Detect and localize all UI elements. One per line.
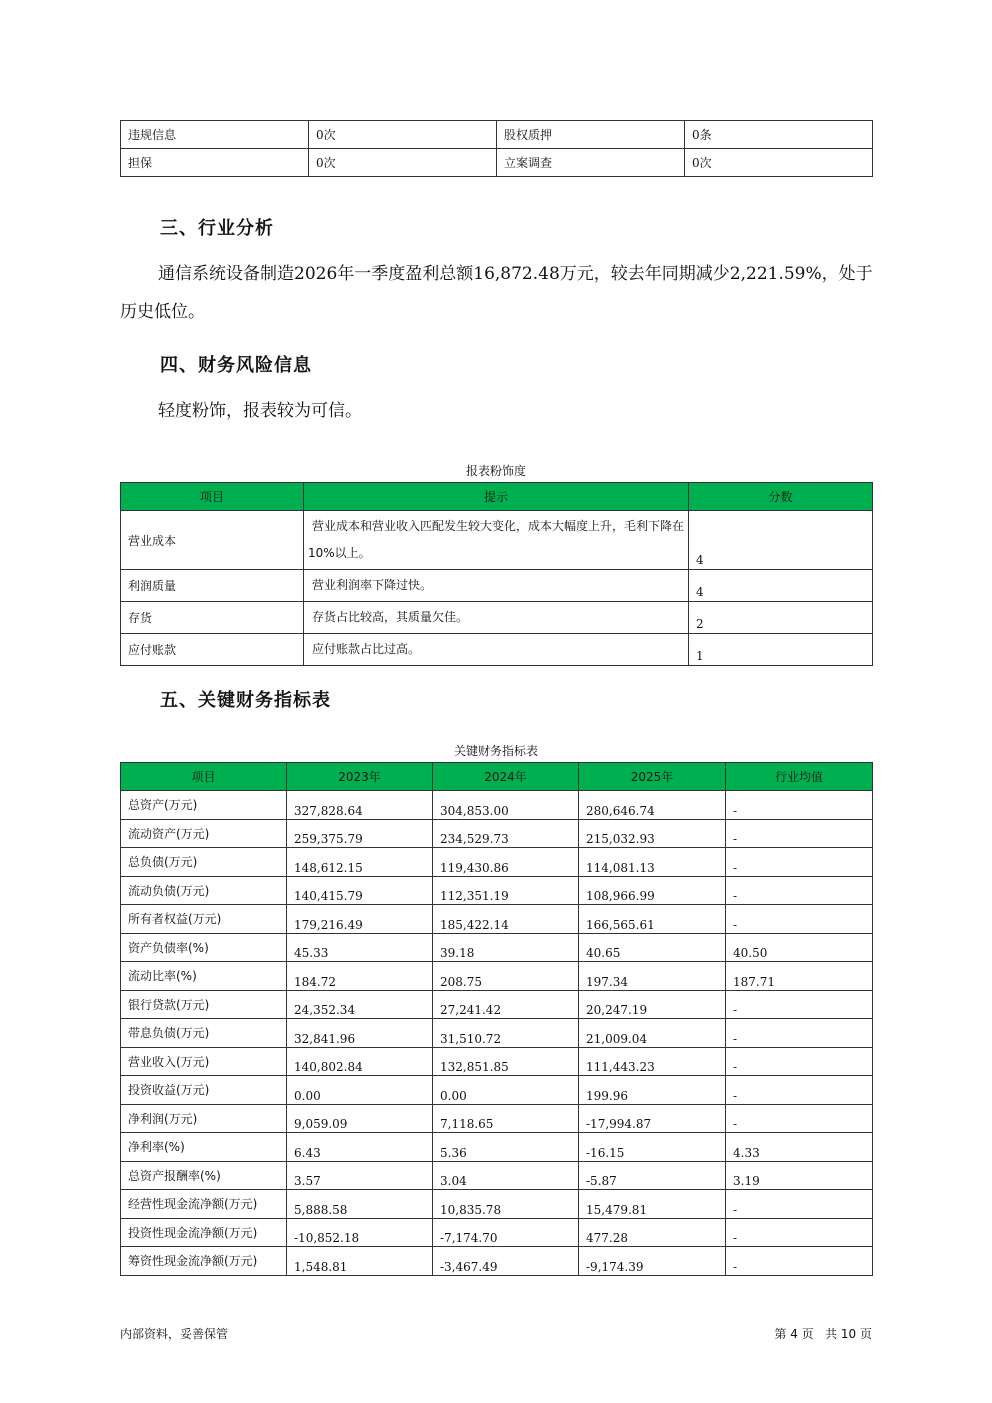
indicator-value-cell: 10,835.78 [433,1190,579,1219]
indicator-name-cell: 资产负债率(%) [121,933,287,962]
indicator-value-cell: 280,646.74 [579,791,726,820]
indicator-value-cell: 32,841.96 [287,1019,433,1048]
table-row [121,121,873,149]
score-cell: 2 [689,602,873,634]
indicator-value-cell: - [726,1190,873,1219]
indicator-value-cell: 3.04 [433,1161,579,1190]
table-row [121,990,873,1019]
table-row [121,634,873,666]
indicator-value-cell: 5,888.58 [287,1190,433,1219]
indicator-value-cell: 179,216.49 [287,905,433,934]
table-row [121,1190,873,1219]
indicator-value-cell: 40.50 [726,933,873,962]
indicator-value-cell: 39.18 [433,933,579,962]
indicator-value-cell: 185,422.14 [433,905,579,934]
table-row [121,819,873,848]
indicator-value-cell: 45.33 [287,933,433,962]
column-header: 分数 [689,483,873,511]
whitewash-table [120,482,873,666]
risk-item-label: 股权质押 [497,121,685,149]
indicator-value-cell: 148,612.15 [287,848,433,877]
column-header: 2024年 [433,763,579,791]
indicator-value-cell: 27,241.42 [433,990,579,1019]
risk-item-value: 0次 [309,149,497,177]
indicator-value-cell: -10,852.18 [287,1218,433,1247]
hint-cell: 营业利润率下降过快。 [304,570,689,602]
column-header: 项目 [121,763,287,791]
key-indicators-table-caption: 关键财务指标表 [453,744,538,758]
column-header: 项目 [121,483,304,511]
indicator-value-cell: 111,443.23 [579,1047,726,1076]
indicator-value-cell: 9,059.09 [287,1104,433,1133]
indicator-value-cell: - [726,1047,873,1076]
indicator-value-cell: 215,032.93 [579,819,726,848]
table-header-row [121,483,873,511]
table-row [121,905,873,934]
indicator-value-cell: 6.43 [287,1133,433,1162]
table-row [121,1019,873,1048]
risk-item-label: 担保 [121,149,309,177]
indicator-value-cell: 234,529.73 [433,819,579,848]
indicator-value-cell: 304,853.00 [433,791,579,820]
indicator-name-cell: 投资性现金流净额(万元) [121,1218,287,1247]
indicator-value-cell: - [726,791,873,820]
indicator-value-cell: 112,351.19 [433,876,579,905]
indicator-value-cell: 40.65 [579,933,726,962]
indicator-value-cell: -3,467.49 [433,1247,579,1276]
indicator-name-cell: 总资产(万元) [121,791,287,820]
item-cell: 营业成本 [121,511,304,570]
table-row [121,1133,873,1162]
financial-risk-text: 轻度粉饰，报表较为可信。 [158,401,362,421]
indicator-value-cell: - [726,1247,873,1276]
indicator-name-cell: 总负债(万元) [121,848,287,877]
indicator-value-cell: 0.00 [433,1076,579,1105]
table-row [121,1104,873,1133]
item-cell: 存货 [121,602,304,634]
table-row [121,1047,873,1076]
table-row [121,1076,873,1105]
indicator-value-cell: -17,994.87 [579,1104,726,1133]
section-heading-key-indicators: 五、关键财务指标表 [160,690,331,711]
indicator-value-cell: 7,118.65 [433,1104,579,1133]
indicator-value-cell: 0.00 [287,1076,433,1105]
indicator-value-cell: 1,548.81 [287,1247,433,1276]
table-row [121,1218,873,1247]
indicator-value-cell: - [726,876,873,905]
indicator-value-cell: 187.71 [726,962,873,991]
industry-analysis-text: 通信系统设备制造2026年一季度盈利总额16,872.48万元，较去年同期减少2,221.59%，处于历史低位。 [120,264,873,322]
risk-item-value: 0次 [309,121,497,149]
indicator-value-cell: 166,565.61 [579,905,726,934]
indicator-value-cell: - [726,905,873,934]
indicator-value-cell: -5.87 [579,1161,726,1190]
indicator-name-cell: 银行贷款(万元) [121,990,287,1019]
section-heading-industry-analysis: 三、行业分析 [160,218,274,239]
indicator-name-cell: 营业收入(万元) [121,1047,287,1076]
indicator-name-cell: 所有者权益(万元) [121,905,287,934]
indicator-value-cell: 259,375.79 [287,819,433,848]
item-cell: 利润质量 [121,570,304,602]
indicator-value-cell: -7,174.70 [433,1218,579,1247]
table-row [121,876,873,905]
table-row [121,933,873,962]
indicator-value-cell: -9,174.39 [579,1247,726,1276]
indicator-value-cell: 132,851.85 [433,1047,579,1076]
indicator-value-cell: 327,828.64 [287,791,433,820]
whitewash-table-caption: 报表粉饰度 [465,464,526,478]
indicator-value-cell: - [726,1104,873,1133]
hint-cell: 应付账款占比过高。 [304,634,689,666]
indicator-value-cell: 197.34 [579,962,726,991]
indicator-value-cell: 4.33 [726,1133,873,1162]
risk-item-label: 立案调查 [497,149,685,177]
indicator-value-cell: 114,081.13 [579,848,726,877]
footer-confidential-note: 内部资料，妥善保管 [120,1327,229,1341]
column-header: 2023年 [287,763,433,791]
indicator-value-cell: 15,479.81 [579,1190,726,1219]
indicator-value-cell: 3.57 [287,1161,433,1190]
indicator-name-cell: 流动资产(万元) [121,819,287,848]
indicator-value-cell: - [726,1076,873,1105]
financial-risk-paragraph [120,392,880,430]
indicator-value-cell: 208.75 [433,962,579,991]
industry-analysis-paragraph [120,255,880,331]
indicator-value-cell: 21,009.04 [579,1019,726,1048]
indicator-name-cell: 净利率(%) [121,1133,287,1162]
table-row [121,791,873,820]
table-row [121,1161,873,1190]
indicator-value-cell: - [726,1218,873,1247]
indicator-value-cell: 119,430.86 [433,848,579,877]
score-cell: 1 [689,634,873,666]
indicator-value-cell: 20,247.19 [579,990,726,1019]
indicator-value-cell: -16.15 [579,1133,726,1162]
indicator-value-cell: 199.96 [579,1076,726,1105]
table-row [121,602,873,634]
risk-summary-table [120,120,873,177]
hint-cell: 营业成本和营业收入匹配发生较大变化，成本大幅度上升，毛利下降在10%以上。 [304,511,689,570]
hint-cell: 存货占比较高，其质量欠佳。 [304,602,689,634]
score-cell: 4 [689,570,873,602]
column-header: 行业均值 [726,763,873,791]
indicator-name-cell: 净利润(万元) [121,1104,287,1133]
indicator-value-cell: 108,966.99 [579,876,726,905]
section-heading-financial-risk: 四、财务风险信息 [160,355,312,376]
indicator-name-cell: 筹资性现金流净额(万元) [121,1247,287,1276]
indicator-value-cell: 140,415.79 [287,876,433,905]
risk-item-value: 0次 [685,149,873,177]
table-row [121,1247,873,1276]
table-header-row [121,763,873,791]
table-row [121,962,873,991]
indicator-value-cell: 24,352.34 [287,990,433,1019]
indicator-name-cell: 流动负债(万元) [121,876,287,905]
indicator-value-cell: - [726,819,873,848]
indicator-name-cell: 经营性现金流净额(万元) [121,1190,287,1219]
indicator-value-cell: - [726,848,873,877]
indicator-value-cell: 3.19 [726,1161,873,1190]
indicator-name-cell: 投资收益(万元) [121,1076,287,1105]
indicator-value-cell: 31,510.72 [433,1019,579,1048]
risk-item-value: 0条 [685,121,873,149]
item-cell: 应付账款 [121,634,304,666]
indicator-value-cell: 5.36 [433,1133,579,1162]
indicator-value-cell: - [726,990,873,1019]
table-row [121,848,873,877]
indicator-value-cell: 477.28 [579,1218,726,1247]
indicator-name-cell: 流动比率(%) [121,962,287,991]
indicator-value-cell: - [726,1019,873,1048]
table-row [121,149,873,177]
table-row [121,511,873,570]
risk-item-label: 违规信息 [121,121,309,149]
column-header: 2025年 [579,763,726,791]
indicator-value-cell: 184.72 [287,962,433,991]
column-header: 提示 [304,483,689,511]
indicator-value-cell: 140,802.84 [287,1047,433,1076]
score-cell: 4 [689,511,873,570]
footer-page-number: 第 4 页 共 10 页 [774,1327,872,1341]
table-row [121,570,873,602]
indicator-name-cell: 总资产报酬率(%) [121,1161,287,1190]
indicator-name-cell: 带息负债(万元) [121,1019,287,1048]
key-indicators-table [120,762,873,1276]
